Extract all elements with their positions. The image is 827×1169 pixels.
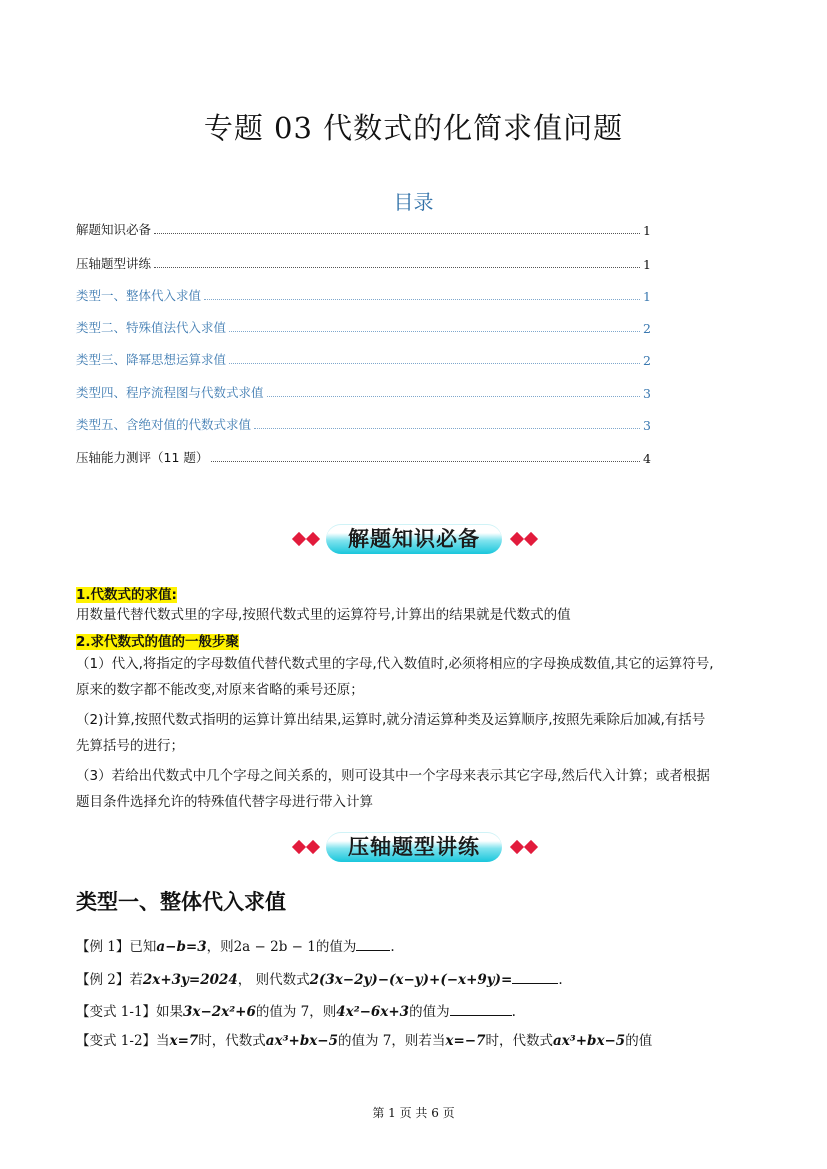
example-tag: 【变式 1-2】 — [76, 1033, 157, 1049]
toc-leader-dots — [229, 363, 640, 364]
toc-entry[interactable] — [76, 413, 651, 433]
step-3-line-2: 题目条件选择允许的特殊值代替字母进行带入计算 — [76, 794, 373, 810]
toc-leader-dots — [267, 396, 641, 397]
example-tag: 【变式 1-1】 — [76, 1004, 157, 1020]
toc-leader-dots — [154, 267, 640, 268]
math-expression: ax³+bx−5 — [265, 1033, 339, 1049]
toc-heading: 目录 — [393, 190, 434, 214]
banner-label: 压轴题型讲练 — [348, 835, 480, 859]
diamond-icon — [510, 532, 524, 546]
toc-entry[interactable] — [76, 446, 651, 466]
math-expression: x=7 — [169, 1033, 199, 1049]
math-expression: x=−7 — [445, 1033, 486, 1049]
highlighted-heading: 1.代数式的求值: — [76, 587, 177, 603]
page-title: 专题 03 代数式的化简求值问题 — [203, 111, 624, 145]
toc-entry[interactable] — [76, 316, 651, 336]
text: ， 则代数式 — [237, 972, 310, 988]
step-3-line-1: （3）若给出代数式中几个字母之间关系的，则可设其中一个字母来表示其它字母,然后代入计算；或者根据 — [76, 768, 710, 784]
toc-leader-dots — [254, 428, 640, 429]
section-banner-practice — [290, 830, 538, 866]
answer-blank — [450, 1003, 512, 1016]
example-1 — [76, 935, 395, 955]
diamond-icon — [292, 532, 306, 546]
toc-entry-page: 2 — [643, 353, 651, 368]
toc-entry-page: 2 — [643, 321, 651, 336]
section-banner-knowledge — [290, 522, 538, 558]
toc-leader-dots — [204, 299, 640, 300]
text: 时，代数式 — [198, 1033, 266, 1049]
toc-entry[interactable] — [76, 218, 651, 238]
toc-entry-label: 类型五、含绝对值的代数式求值 — [76, 417, 252, 432]
toc-entry-label: 类型四、程序流程图与代数式求值 — [76, 385, 264, 400]
example-tag: 【例 2】 — [76, 972, 130, 988]
toc-entry-label: 类型二、特殊值法代入求值 — [76, 320, 227, 335]
text: 的值 — [625, 1033, 653, 1049]
example-2 — [76, 968, 563, 988]
text: 的值为 — [315, 939, 357, 955]
highlighted-heading: 2.求代数式的值的一般步聚 — [76, 634, 240, 650]
knowledge-heading-1 — [76, 583, 756, 603]
variant-1-1 — [76, 1000, 516, 1020]
toc-entry[interactable] — [76, 348, 651, 368]
step-2-line-2: 先算括号的进行； — [76, 738, 184, 754]
toc-entry-label: 解题知识必备 — [76, 222, 152, 237]
toc-entry-page: 1 — [643, 223, 651, 238]
diamond-icon — [292, 840, 306, 854]
step-1-line-2: 原来的数字都不能改变,对原来省略的乘号还原； — [76, 682, 364, 698]
toc-entry[interactable] — [76, 381, 651, 401]
toc-entry[interactable] — [76, 252, 651, 272]
answer-blank — [512, 971, 558, 984]
step-1-line-1: （1）代入,将指定的字母数值代替代数式里的字母,代入数值时,必须将相应的字母换成数值,其它的运算符号, — [76, 656, 714, 672]
step-2-line-1: （2)计算,按照代数式指明的运算计算出结果,运算时,就分清运算种类及运算顺序,按照先乘除后加减,有括号 — [76, 712, 706, 728]
diamond-icon — [524, 840, 538, 854]
text: 的值为 — [409, 1004, 450, 1020]
text: . — [390, 939, 395, 955]
toc-entry-page: 1 — [643, 289, 651, 304]
toc-leader-dots — [154, 233, 640, 234]
text: 已知 — [129, 939, 157, 955]
example-tag: 【例 1】 — [76, 939, 130, 955]
toc-entry-label: 类型三、降幂思想运算求值 — [76, 352, 227, 367]
toc-entry-label: 压轴题型讲练 — [76, 256, 152, 271]
math-expression: 2x+3y=2024 — [142, 972, 238, 988]
text: 如果 — [156, 1004, 184, 1020]
answer-blank — [356, 938, 390, 951]
diamond-icon — [524, 532, 538, 546]
text: . — [558, 972, 563, 988]
text: 当 — [156, 1033, 170, 1049]
toc-entry-label: 类型一、整体代入求值 — [76, 288, 202, 303]
toc-entry-label: 压轴能力测评（11 题） — [76, 450, 209, 465]
toc-entry-page: 3 — [643, 418, 651, 433]
math-expression: 3x−2x²+6 — [183, 1004, 256, 1020]
math-expression: 2(3x−2y)−(x−y)+(−x+9y)= — [309, 972, 513, 988]
text: 时，代数式 — [485, 1033, 553, 1049]
banner-label: 解题知识必备 — [348, 527, 480, 551]
knowledge-paragraph: 用数量代替代数式里的字母,按照代数式里的运算符号,计算出的结果就是代数式的值 — [76, 607, 571, 623]
toc-entry-page: 3 — [643, 386, 651, 401]
page-footer: 第 1 页 共 6 页 — [372, 1106, 455, 1120]
math-expression: ax³+bx−5 — [552, 1033, 626, 1049]
diamond-icon — [306, 840, 320, 854]
text: 的值为 7，则 — [255, 1004, 337, 1020]
text: . — [511, 1004, 516, 1020]
text: 的值为 7，则若当 — [338, 1033, 446, 1049]
variant-1-2 — [76, 1029, 652, 1049]
math-expression: 2a − 2b − 1 — [233, 939, 316, 955]
knowledge-heading-2 — [76, 630, 756, 650]
text: ，则 — [206, 939, 234, 955]
toc-entry[interactable] — [76, 284, 651, 304]
math-expression: 4x²−6x+3 — [336, 1004, 410, 1020]
diamond-icon — [510, 840, 524, 854]
math-expression: a−b=3 — [156, 939, 207, 955]
toc-entry-page: 1 — [643, 257, 651, 272]
text: 若 — [129, 972, 143, 988]
section-heading: 类型一、整体代入求值 — [76, 890, 286, 914]
diamond-icon — [306, 532, 320, 546]
toc-leader-dots — [211, 461, 640, 462]
toc-entry-page: 4 — [643, 451, 651, 466]
toc-leader-dots — [229, 331, 640, 332]
